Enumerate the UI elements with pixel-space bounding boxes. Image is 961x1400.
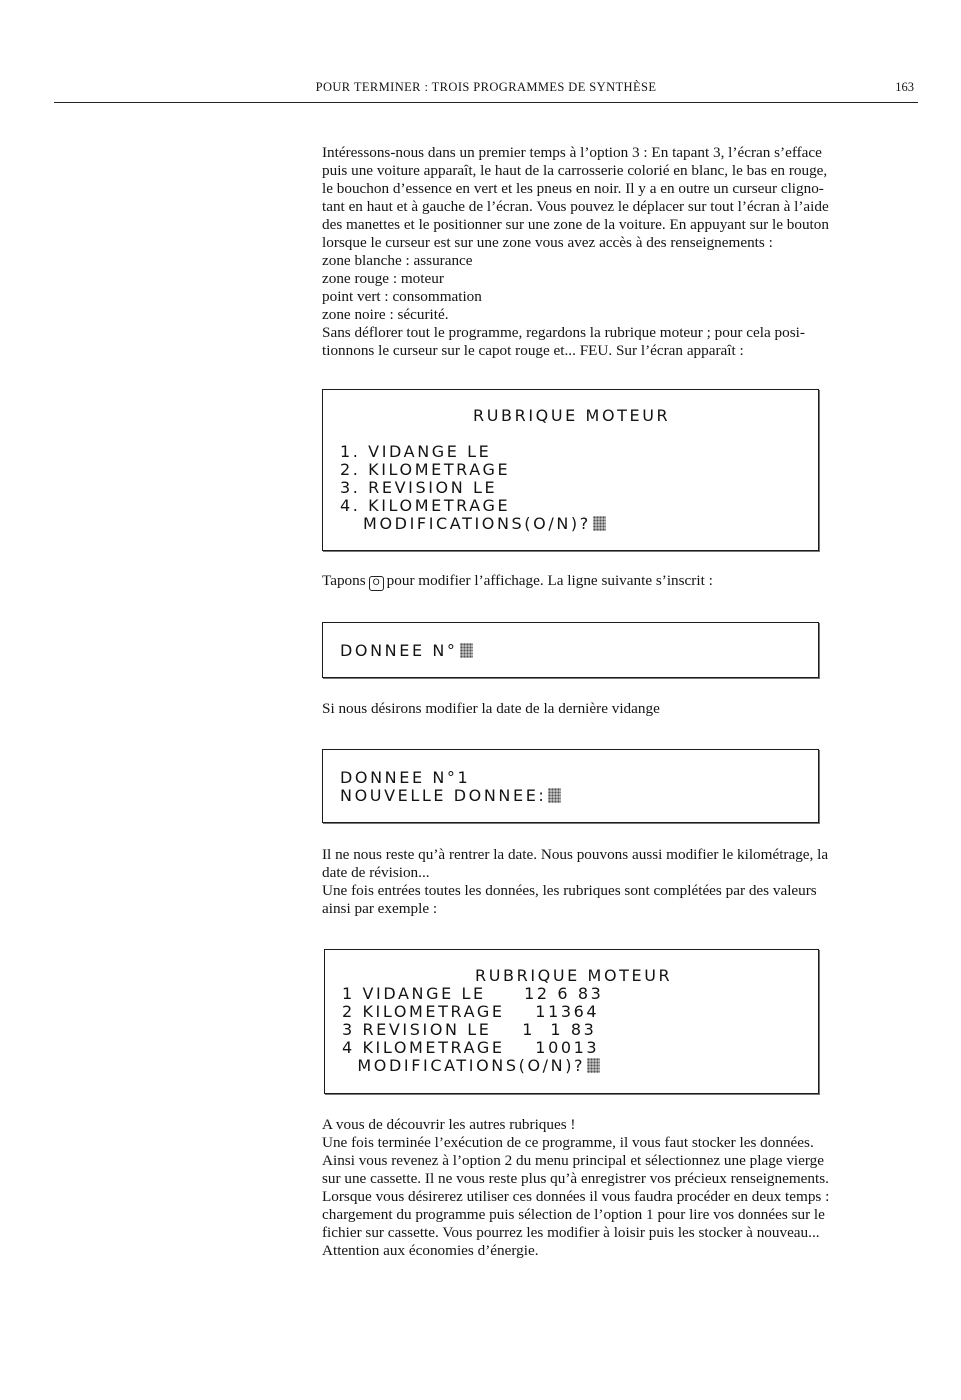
screen-line: 3 REVISION LE 1 1 83 [342,1020,597,1039]
screen-line: 4. KILOMETRAGE [340,496,511,515]
text-line: Une fois entrées toutes les données, les rubriques sont complétées par des valeurs [322,882,817,899]
text-line [322,572,916,591]
chapter-title: POUR TERMINER : TROIS PROGRAMMES DE SYNTHÈSE [315,80,657,94]
text-line: Intéressons-nous dans un premier temps à l’option 3 : En tapant 3, l’écran s’efface [322,144,822,161]
screen-prompt: MODIFICATIONS(O/N)? [340,514,591,533]
screen-prompt: DONNEE N° [340,641,458,660]
text-line: A vous de découvrir les autres rubriques ! [322,1116,576,1133]
text-line: des manettes et le positionner sur une zone de la voiture. En appuyant sur le bouton [322,216,829,233]
text-line: zone blanche : assurance [322,252,473,269]
text-line: zone noire : sécurité. [322,306,449,323]
page-number: 163 [895,80,914,94]
text-line: Lorsque vous désirerez utiliser ces données il vous faudra procéder en deux temps : [322,1188,830,1205]
screen-prompt: NOUVELLE DONNEE: [340,786,547,805]
running-header [54,76,918,103]
screen-prompt-line [340,515,606,533]
text-line: chargement du programme puis sélection de l’option 1 pour lire vos données sur le [322,1206,825,1223]
screen-line: 2. KILOMETRAGE [340,460,511,479]
closing-paragraph [322,1116,916,1260]
cursor-block [548,788,561,803]
screen-title: RUBRIQUE MOTEUR [475,966,673,985]
text-line: point vert : consommation [322,288,482,305]
screen-line: 1 VIDANGE LE 12 6 83 [342,984,604,1003]
text-line: sur une cassette. Il ne vous reste plus qu’à enregistrer vos précieux renseignements. [322,1170,829,1187]
text-line: Ainsi vous revenez à l’option 2 du menu principal et sélectionnez une plage vierge [322,1152,825,1169]
screen-donnee [322,622,819,678]
cursor-block [460,643,473,658]
text-line: tant en haut et à gauche de l’écran. Vous pouvez le déplacer sur tout l’écran à l’aide [322,198,829,215]
text-line: tionnons le curseur sur le capot rouge et... FEU. Sur l’écran apparaît : [322,342,744,359]
intro-paragraph [322,144,916,360]
text-line: ainsi par exemple : [322,900,438,917]
text-line: Attention aux économies d’énergie. [322,1242,539,1259]
screen-prompt-line [340,787,561,805]
cursor-block [593,516,606,531]
text-line: Sans déflorer tout le programme, regardons la rubrique moteur ; pour cela posi- [322,324,805,341]
text-after-key: pour modifier l’affichage. La ligne suivante s’inscrit : [386,572,713,589]
text-line: zone rouge : moteur [322,270,444,287]
screen-rubrique-moteur-filled [324,949,819,1094]
text-line: puis une voiture apparaît, le haut de la carrosserie colorié en blanc, le bas en rouge, [322,162,828,179]
text-line: fichier sur cassette. Vous pourrez les modifier à loisir puis les stocker à nouveau... [322,1224,820,1241]
text-line: Il ne nous reste qu’à rentrer la date. Nous pouvons aussi modifier le kilométrage, la [322,846,829,863]
vidange-paragraph [322,700,916,718]
screen-prompt-line [340,642,473,660]
screen-line: 3. REVISION LE [340,478,498,497]
screen-prompt: MODIFICATIONS(O/N)? [342,1056,586,1075]
screen-line: DONNEE N°1 [340,768,471,787]
screen-line: 2 KILOMETRAGE 11364 [342,1002,600,1021]
text-line: lorsque le curseur est sur une zone vous avez accès à des renseignements : [322,234,773,251]
screen-rubrique-moteur [322,389,819,551]
text-line: Si nous désirons modifier la date de la dernière vidange [322,700,660,717]
screen-prompt-line [342,1057,600,1075]
screen-line: 1. VIDANGE LE [340,442,492,461]
screen-nouvelle-donnee [322,749,819,823]
values-paragraph [322,846,916,918]
keypress-paragraph [322,572,916,591]
text-before-key: Tapons [322,572,366,589]
text-line: date de révision... [322,864,430,881]
text-line: Une fois terminée l’exécution de ce programme, il vous faut stocker les données. [322,1134,814,1151]
key-o-icon: O [369,576,384,591]
screen-line: 4 KILOMETRAGE 10013 [342,1038,600,1057]
text-line: le bouchon d’essence en vert et les pneus en noir. Il y a en outre un curseur cligno- [322,180,824,197]
cursor-block [587,1058,600,1073]
screen-title: RUBRIQUE MOTEUR [473,406,671,425]
